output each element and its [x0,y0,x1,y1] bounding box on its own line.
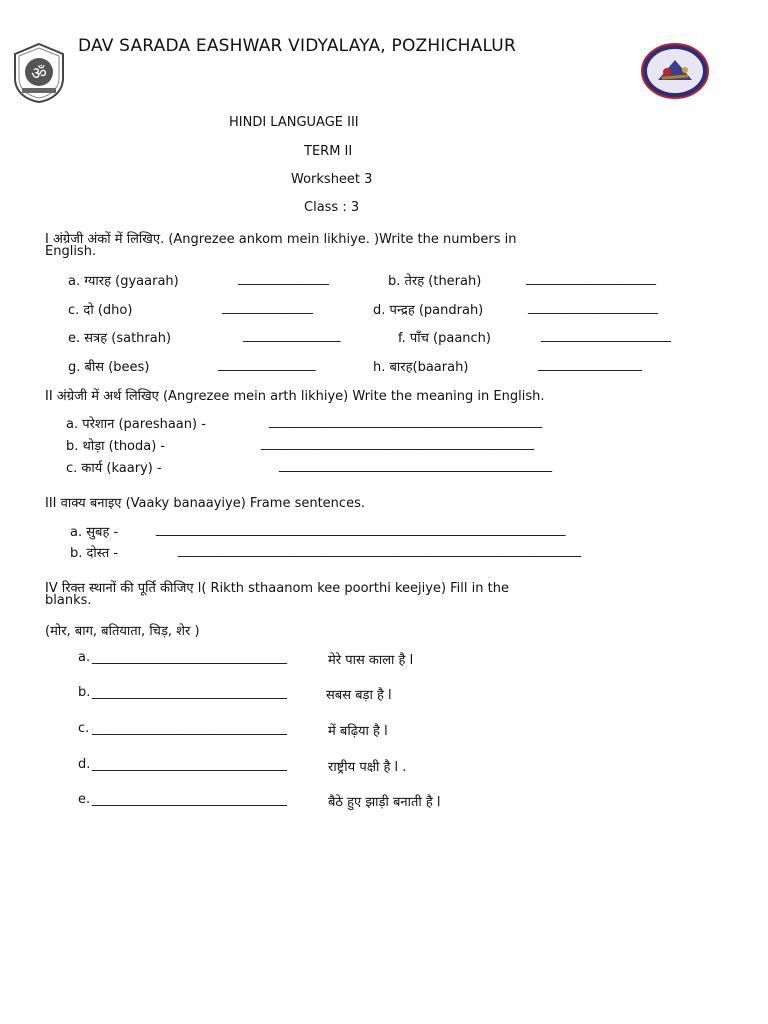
section3-word-a: a. सुबह - [70,525,119,540]
section4-rest-e: बैठे हुए झाड़ी बनाती है l [328,795,441,810]
section1-blank-b[interactable]: ____________________ [526,271,656,286]
section4-rest-c: में बढ़िया है l [328,724,388,739]
section4-blank-b[interactable]: ______________________________ [92,685,287,700]
section4-heading: IV रिक्त स्थानों की पूर्ति कीजिए l( Rikth sthaanom kee poorthi keejiye) Fill in the [45,581,509,596]
section1-item-h: h. बारह(baarah) [373,360,469,375]
section1-heading: I अंग्रेजी अंकों में लिखिए. (Angrezee ankom mein likhiye. )Write the numbers in [45,232,517,247]
section4-rest-b: सबस बड़ा है l [326,688,392,703]
section4-rest-a: मेरे पास काला है l [328,653,414,668]
section3-blank-a[interactable]: _______________________________________________________________ [156,522,566,537]
section1-heading-cont: English. [45,244,97,259]
section1-item-d: d. पन्द्रह (pandrah) [373,303,484,318]
om-symbol: ॐ [31,64,47,84]
section1-item-b: b. तेरह (therah) [388,274,482,289]
section4-blank-e[interactable]: ______________________________ [92,792,287,807]
section1-item-f: f. पाँच (paanch) [398,331,491,346]
section1-item-c: c. दो (dho) [68,303,133,318]
section1-item-e: e. सत्रह (sathrah) [68,331,172,346]
section1-blank-g[interactable]: _______________ [218,357,316,372]
section1-blank-d[interactable]: ____________________ [528,300,658,315]
section4-blank-a[interactable]: ______________________________ [92,650,287,665]
section2-blank-c[interactable]: __________________________________________ [279,458,552,473]
term-label: TERM II [304,144,353,159]
section2-blank-a[interactable]: __________________________________________ [269,414,542,429]
section3-word-b: b. दोस्त - [70,546,119,561]
section2-word-a: a. परेशान (pareshaan) - [66,417,206,432]
section4-label-d: d. [78,757,91,772]
section4-blank-c[interactable]: ______________________________ [92,721,287,736]
section4-rest-d: राष्ट्रीय पक्षी है l . [328,760,407,775]
school-name: DAV SARADA EASHWAR VIDYALAYA, POZHICHALUR [78,36,516,56]
class-label: Class : 3 [304,200,360,215]
section3-blank-b[interactable]: ______________________________________________________________ [178,543,581,558]
section1-blank-h[interactable]: ________________ [538,357,642,372]
section2-word-c: c. कार्य (kaary) - [66,461,162,476]
section2-blank-b[interactable]: __________________________________________ [261,436,534,451]
worksheet-label: Worksheet 3 [291,172,373,187]
school-logo-right [640,42,710,100]
section2-heading: II अंग्रेजी में अर्थ लिखिए (Angrezee mein arth likhiye) Write the meaning in English. [45,389,545,404]
section1-item-g: g. बीस (bees) [68,360,150,375]
section4-blank-d[interactable]: ______________________________ [92,757,287,772]
course-title: HINDI LANGUAGE III [229,115,359,130]
section4-label-a: a. [78,650,91,665]
section4-options: (मोर, बाग, बतियाता, चिड़, शेर ) [45,624,200,639]
section1-blank-f[interactable]: ____________________ [541,328,671,343]
section3-heading: III वाक्य बनाइए (Vaaky banaayiye) Frame sentences. [45,496,365,511]
school-logo-left [8,42,70,104]
section4-label-e: e. [78,792,91,807]
section4-heading-cont: blanks. [45,593,92,608]
section1-blank-a[interactable]: ______________ [238,271,329,286]
section1-blank-e[interactable]: _______________ [243,328,341,343]
section2-word-b: b. थोड़ा (thoda) - [66,439,166,454]
section1-item-a: a. ग्यारह (gyaarah) [68,274,179,289]
section1-blank-c[interactable]: ______________ [222,300,313,315]
section4-label-c: c. [78,721,90,736]
section4-label-b: b. [78,685,91,700]
